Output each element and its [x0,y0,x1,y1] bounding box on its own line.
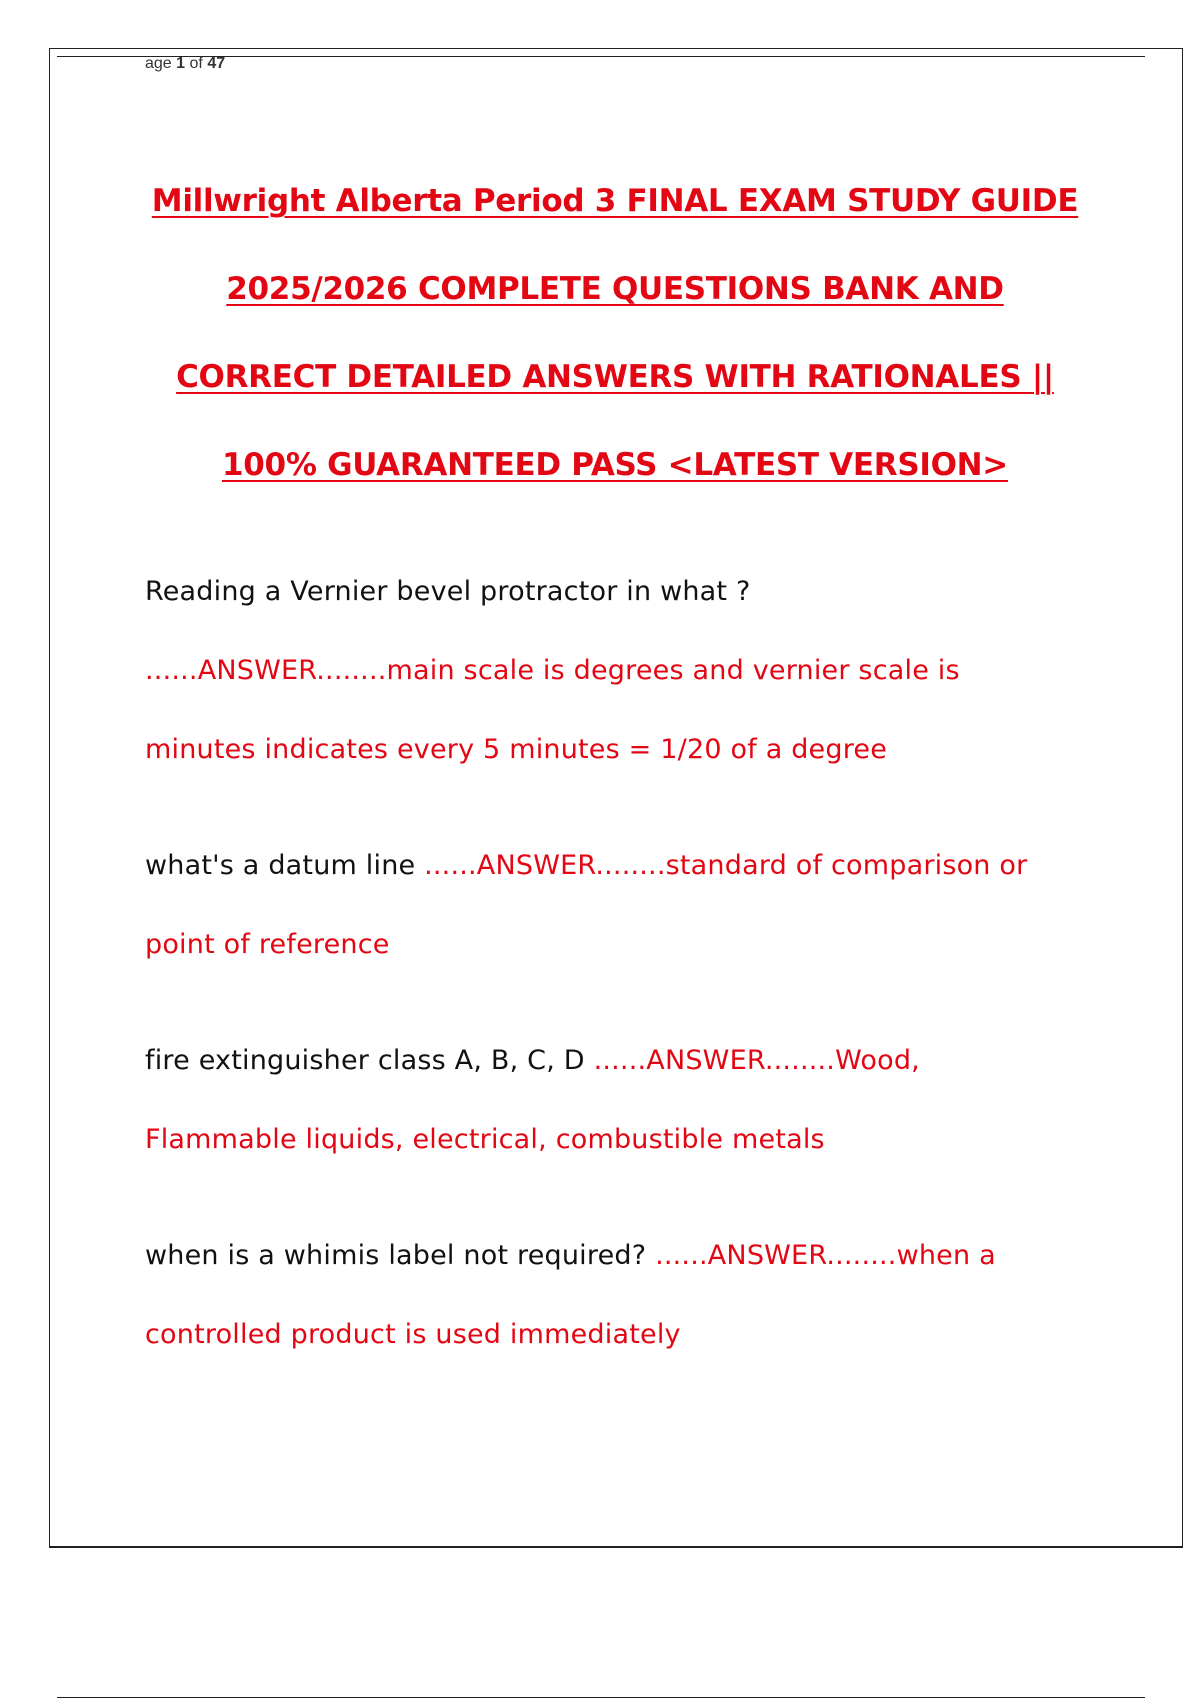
question-item-vernier [145,565,1105,802]
question-line [145,839,1105,918]
question-text: fire extinguisher class A, B, C, D [145,1045,594,1076]
answer-line [145,1308,1105,1387]
page-number [145,54,225,74]
page-current: 1 [176,55,186,72]
answer-line [145,644,1105,723]
title-line-3-text: CORRECT DETAILED ANSWERS WITH RATIONALES || [176,359,1054,395]
answer-text: ......ANSWER........when a [655,1240,996,1271]
answer-text: minutes indicates every 5 minutes = 1/20 of a degree [145,734,888,765]
question-line [145,1034,1105,1113]
answer-line [145,918,1105,997]
document-title [100,176,1130,528]
answer-text: ......ANSWER........main scale is degrees and vernier scale is [145,655,960,686]
title-line-2 [100,264,1130,352]
page-total: 47 [207,55,226,72]
question-list [145,565,1105,1424]
question-item-whimis [145,1229,1105,1387]
question-item-fire-extinguisher [145,1034,1105,1192]
question-text: when is a whimis label not required? [145,1240,656,1271]
answer-line [145,723,1105,802]
title-line-3 [100,352,1130,440]
title-line-4-text: 100% GUARANTEED PASS <LATEST VERSION> [222,447,1008,483]
title-line-2-text: 2025/2026 COMPLETE QUESTIONS BANK AND [226,271,1004,307]
answer-text: ......ANSWER........standard of comparison or [424,850,1028,881]
answer-text: point of reference [145,929,390,960]
question-text: Reading a Vernier bevel protractor in what ? [145,576,751,607]
page-of: of [189,55,203,72]
title-line-1 [100,176,1130,264]
answer-text: controlled product is used immediately [145,1319,681,1350]
question-item-datum-line [145,839,1105,997]
question-text: what's a datum line [145,850,425,881]
question-line [145,1229,1105,1308]
answer-text: Flammable liquids, electrical, combustible metals [145,1124,825,1155]
answer-line [145,1113,1105,1192]
next-page-rule [57,1697,1145,1698]
page-prefix: age [145,55,172,72]
question-line [145,565,1105,644]
title-line-1-text: Millwright Alberta Period 3 FINAL EXAM STUDY GUIDE [151,183,1079,219]
title-line-4 [100,440,1130,528]
answer-text: ......ANSWER........Wood, [593,1045,920,1076]
